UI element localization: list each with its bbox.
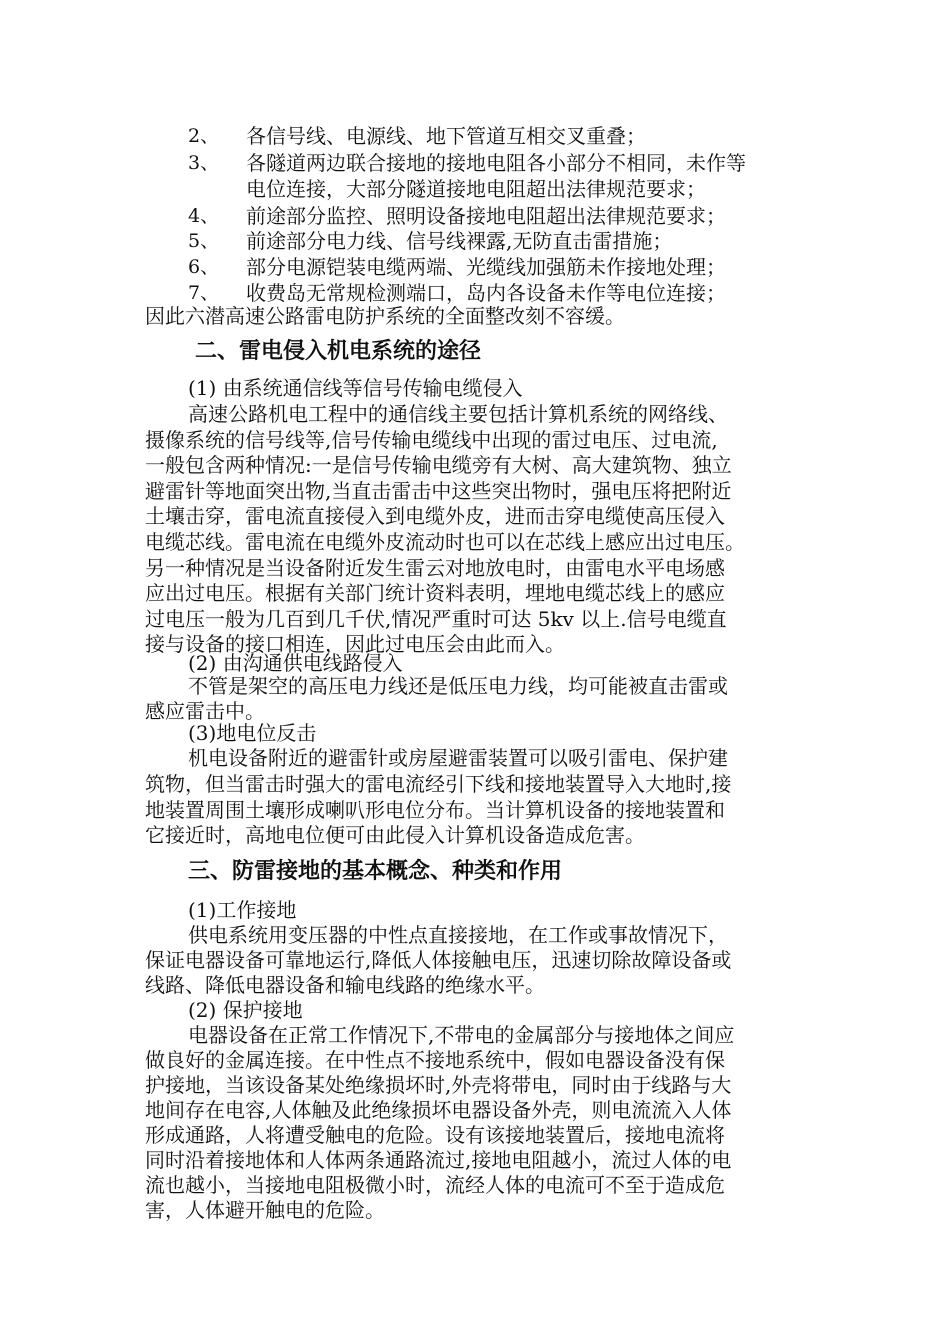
subheading: (2) 由沟通供电线路侵入: [188, 651, 403, 675]
list-item-text: 电位连接，大部分隧道接地电阻超出法律规范要求；: [246, 177, 706, 201]
paragraph-line: 保证电器设备可靠地运行,降低人体接触电压，迅速切除故障设备或: [145, 948, 732, 972]
list-item-text: 各隧道两边联合接地的接地电阻各小部分不相同，未作等: [246, 151, 746, 175]
paragraph-line: 应出过电压。根据有关部门统计资料表明，埋地电缆芯线上的感应: [145, 581, 725, 605]
paragraph-line: 电器设备在正常工作情况下,不带电的金属部分与接地体之间应: [188, 1023, 735, 1047]
paragraph-line: 供电系统用变压器的中性点直接接地，在工作或事故情况下，: [188, 923, 728, 947]
list-item-text: 各信号线、电源线、地下管道互相交叉重叠；: [246, 124, 646, 148]
paragraph-line: 摄像系统的信号线等,信号传输电缆线中出现的雷过电压、过电流,: [145, 428, 718, 452]
list-number: 2、: [188, 125, 220, 147]
paragraph-line: 它接近时，高地电位便可由此侵入计算机设备造成危害。: [145, 823, 645, 847]
subheading: (3)地电位反击: [188, 721, 317, 745]
list-item-text: 收费岛无常规检测端口，岛内各设备未作等电位连接；: [246, 281, 726, 305]
paragraph-line: 做良好的金属连接。在中性点不接地系统中，假如电器设备没有保: [145, 1048, 725, 1072]
paragraph-line: 一般包含两种情况:一是信号传输电缆旁有大树、高大建筑物、独立: [145, 453, 732, 477]
paragraph-line: 机电设备附近的避雷针或房屋避雷装置可以吸引雷电、保护建: [188, 746, 728, 770]
section-heading: 二、雷电侵入机电系统的途径: [195, 339, 482, 364]
list-item-text: 前途部分监控、照明设备接地电阻超出法律规范要求；: [246, 204, 726, 228]
conclusion-text: 因此六潜高速公路雷电防护系统的全面整改刻不容缓。: [145, 304, 625, 328]
paragraph-line: 土壤击穿，雷电流直接侵入到电缆外皮，进而击穿电缆使高压侵入: [145, 504, 725, 528]
paragraph-line: 另一种情况是当设备附近发生雷云对地放电时，由雷电水平电场感: [145, 556, 725, 580]
subheading: (1) 由系统通信线等信号传输电缆侵入: [188, 376, 523, 400]
paragraph-line: 护接地，当该设备某处绝缘损坏时,外壳将带电，同时由于线路与大: [145, 1073, 732, 1097]
section-heading: 三、防雷接地的基本概念、种类和作用: [188, 859, 563, 884]
paragraph-line: 地间存在电容,人体触及此绝缘损坏电器设备外壳，则电流流入人体: [145, 1098, 732, 1122]
paragraph-line: 流也越小，当接地电阻极微小时，流经人体的电流可不至于造成危: [145, 1173, 725, 1197]
paragraph-line: 接与设备的接口相连，因此过电压会由此而入。: [145, 632, 565, 656]
paragraph-line: 避雷针等地面突出物,当直击雷击中这些突出物时，强电压将把附近: [145, 479, 732, 503]
list-number: 3、: [188, 152, 220, 174]
paragraph-line: 同时沿着接地体和人体两条通路流过,接地电阻越小，流过人体的电: [145, 1148, 732, 1172]
subheading: (2) 保护接地: [188, 998, 303, 1022]
paragraph-line: 过电压一般为几百到几千伏,情况严重时可达 5kv 以上.信号电缆直: [145, 607, 727, 631]
paragraph-line: 害，人体避开触电的危险。: [145, 1198, 385, 1222]
list-item-text: 前途部分电力线、信号线裸露,无防直击雷措施；: [246, 229, 673, 253]
paragraph-line: 不管是架空的高压电力线还是低压电力线，均可能被直击雷或: [188, 674, 728, 698]
subheading: (1)工作接地: [188, 898, 297, 922]
paragraph-line: 形成通路，人将遭受触电的危险。设有该接地装置后，接地电流将: [145, 1123, 725, 1147]
list-number: 7、: [188, 282, 220, 304]
list-number: 5、: [188, 230, 220, 252]
paragraph-line: 线路、降低电器设备和输电线路的绝缘水平。: [145, 973, 545, 997]
paragraph-line: 感应雷击中。: [145, 699, 265, 723]
paragraph-line: 筑物，但当雷击时强大的雷电流经引下线和接地装置导入大地时,接: [145, 772, 732, 796]
paragraph-line: 电缆芯线。雷电流在电缆外皮流动时也可以在芯线上感应出过电压。: [145, 530, 745, 554]
paragraph-line: 高速公路机电工程中的通信线主要包括计算机系统的网络线、: [188, 402, 728, 426]
list-number: 6、: [188, 256, 220, 278]
list-item-text: 部分电源铠装电缆两端、光缆线加强筋未作接地处理；: [246, 255, 726, 279]
list-number: 4、: [188, 205, 220, 227]
paragraph-line: 地装置周围土壤形成喇叭形电位分布。当计算机设备的接地装置和: [145, 798, 725, 822]
